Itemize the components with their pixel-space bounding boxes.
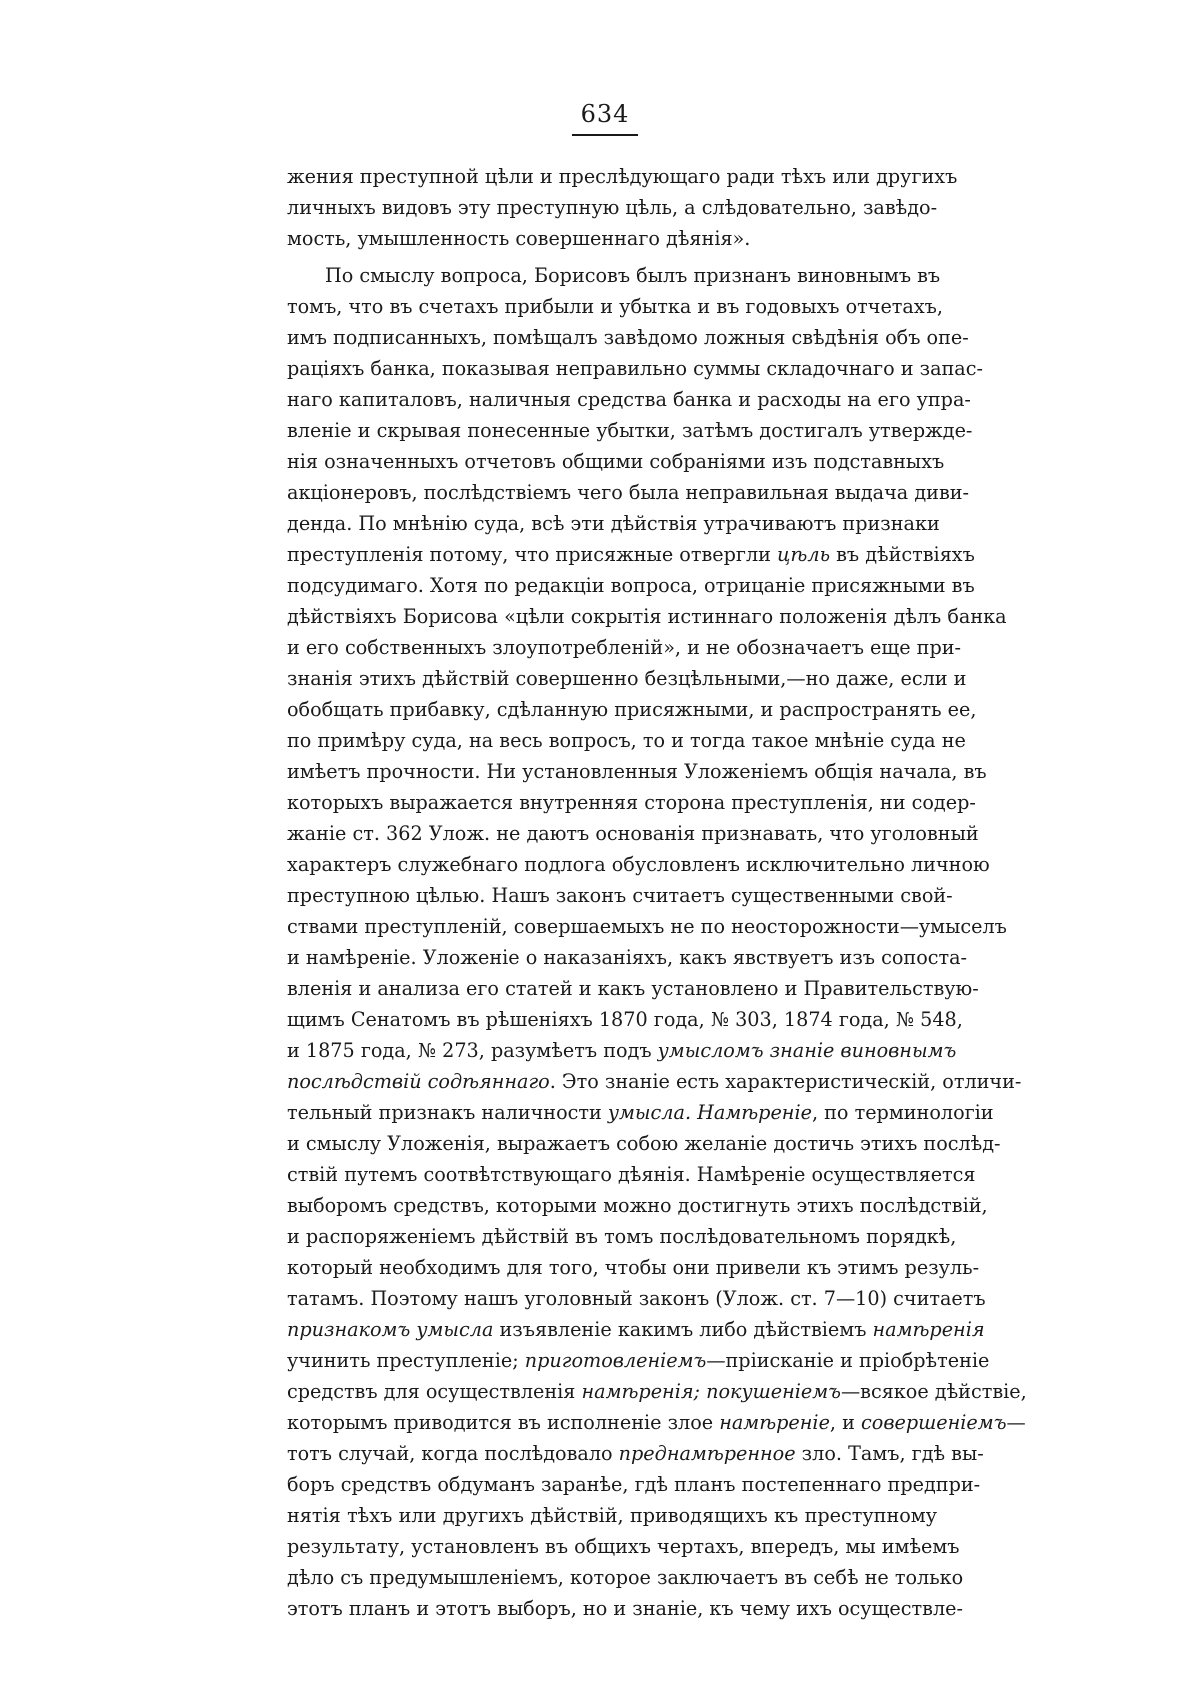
line-text: средствъ для осуществленія: [287, 1380, 582, 1403]
text-line: [287, 1407, 1026, 1438]
line-text: жаніе ст. 362 Улож. не даютъ основанія признавать, что уголовный: [287, 822, 979, 845]
text-line: [287, 818, 979, 849]
line-text: боръ средствъ обдуманъ заранѣе, гдѣ планъ постепеннаго предпри-: [287, 1473, 981, 1496]
paragraph: [287, 161, 958, 254]
emphasis-text: приготовленіемъ: [524, 1349, 707, 1372]
line-text: акціонеровъ, послѣдствіемъ чего была неправильная выдача диви-: [287, 481, 970, 504]
text-line: [287, 1531, 960, 1562]
text-line: [287, 384, 971, 415]
emphasis-text: намѣреніе: [719, 1411, 830, 1434]
text-line: [287, 322, 969, 353]
text-line: [287, 353, 983, 384]
line-text: обобщать прибавку, сдѣланную присяжными, и распространять ее,: [287, 698, 977, 721]
line-text: изъявленіе какимъ либо дѣйствіемъ: [493, 1318, 873, 1341]
line-text: дѣйствіяхъ Борисова «цѣли сокрытія истиннаго положенія дѣлъ банка: [287, 605, 1007, 628]
line-text: денда. По мнѣнію суда, всѣ эти дѣйствія утрачиваютъ признаки: [287, 512, 940, 535]
line-text: щимъ Сенатомъ въ рѣшеніяхъ 1870 года, № 303, 1874 года, № 548,: [287, 1008, 963, 1031]
line-text: дѣло съ предумышленіемъ, которое заключаетъ въ себѣ не только: [287, 1566, 964, 1589]
line-text: который необходимъ для того, чтобы они привели къ этимъ резуль-: [287, 1256, 980, 1279]
line-text: . Это знаніе есть характеристическій, отличи-: [549, 1070, 1022, 1093]
line-text: учинить преступленіе;: [287, 1349, 525, 1372]
line-text: томъ, что въ счетахъ прибыли и убытка и въ годовыхъ отчетахъ,: [287, 295, 943, 318]
text-line: [287, 508, 940, 539]
line-text: характеръ служебнаго подлога обусловленъ исключительно личною: [287, 853, 990, 876]
text-line: [287, 911, 1007, 942]
line-text: въ дѣйствіяхъ: [830, 543, 975, 566]
text-line: [287, 849, 990, 880]
emphasis-text: совершеніемъ: [861, 1411, 1007, 1434]
line-text: зло. Тамъ, гдѣ вы-: [795, 1442, 984, 1465]
text-line: [287, 223, 937, 254]
text-line: [287, 539, 975, 570]
line-text: знанія этихъ дѣйствій совершенно безцѣльными,—но даже, если и: [287, 667, 967, 690]
text-line: [287, 1035, 957, 1066]
line-text: тотъ случай, когда послѣдовало: [287, 1442, 619, 1465]
paragraph: [287, 260, 1027, 1624]
line-text: которымъ приводится въ исполненіе злое: [287, 1411, 720, 1434]
line-text: и распоряженіемъ дѣйствій въ томъ послѣдовательномъ порядкѣ,: [287, 1225, 957, 1248]
emphasis-text: намѣренія; покушеніемъ: [581, 1380, 841, 1403]
text-line: [287, 415, 973, 446]
text-line: [287, 1438, 984, 1469]
text-line: [287, 477, 970, 508]
text-line: [287, 632, 961, 663]
text-line: [287, 1066, 1022, 1097]
emphasis-text: признакомъ умысла: [287, 1318, 494, 1341]
text-line: [287, 1190, 988, 1221]
emphasis-text: цѣль: [777, 543, 831, 566]
text-line: [287, 1593, 963, 1624]
text-line: [287, 1221, 957, 1252]
line-text: преступною цѣлью. Нашъ законъ считаетъ существенными свой-: [287, 884, 953, 907]
text-line: [287, 1128, 1001, 1159]
line-text: нія означенныхъ отчетовъ общими собраніями изъ подставныхъ: [287, 450, 945, 473]
text-line: [287, 192, 937, 223]
emphasis-text: умысломъ знаніе виновнымъ: [657, 1039, 957, 1062]
text-line: [287, 942, 968, 973]
text-line: [287, 1097, 994, 1128]
text-line: [287, 880, 953, 911]
emphasis-text: умысла. Намѣреніе: [607, 1101, 812, 1124]
line-text: вленія и анализа его статей и какъ установлено и Правительствую-: [287, 977, 979, 1000]
line-text: раціяхъ банка, показывая неправильно суммы складочнаго и запас-: [287, 357, 983, 380]
line-text: ствами преступленій, совершаемыхъ не по неосторожности—умыселъ: [287, 915, 1007, 938]
line-text: имѣетъ прочности. Ни установленныя Уложеніемъ общія начала, въ: [287, 760, 987, 783]
line-text: , и: [829, 1411, 862, 1434]
line-text: По смыслу вопроса, Борисовъ былъ признанъ виновнымъ въ: [325, 264, 941, 287]
line-text: и его собственныхъ злоупотребленій», и не обозначаетъ еще при-: [287, 636, 961, 659]
line-text: мость, умышленность совершеннаго дѣянія».: [287, 227, 751, 250]
line-text: —всякое дѣйствіе,: [840, 1380, 1027, 1403]
line-text: жения преступной цѣли и преслѣдующаго ради тѣхъ или другихъ: [287, 165, 958, 188]
text-line: [287, 161, 958, 192]
line-text: —пріисканіе и пріобрѣтеніе: [706, 1349, 990, 1372]
emphasis-text: преднамѣренное: [618, 1442, 796, 1465]
text-line: [287, 1004, 963, 1035]
body-text: [287, 161, 1027, 1624]
line-text: наго капиталовъ, наличныя средства банка и расходы на его упра-: [287, 388, 971, 411]
text-line: [287, 601, 1007, 632]
text-line: [287, 1376, 1027, 1407]
text-line: [287, 973, 979, 1004]
line-text: татамъ. Поэтому нашъ уголовный законъ (Улож. ст. 7—10) считаетъ: [287, 1287, 986, 1310]
text-line: [287, 1562, 964, 1593]
page-number: 634: [580, 100, 630, 128]
text-line: [287, 1283, 986, 1314]
text-line: [287, 291, 943, 322]
line-text: преступленія потому, что присяжные отвергли: [287, 543, 778, 566]
line-text: —: [1006, 1411, 1026, 1434]
text-line: [287, 725, 966, 756]
line-text: вленіе и скрывая понесенные убытки, затѣмъ достигалъ утвержде-: [287, 419, 973, 442]
emphasis-text: послѣдствій содѣяннаго: [287, 1070, 550, 1093]
page-number-rule: [572, 134, 638, 136]
line-text: ствій путемъ соотвѣтствующаго дѣянія. Намѣреніе осуществляется: [287, 1163, 976, 1186]
text-line: [287, 756, 987, 787]
emphasis-text: намѣренія: [872, 1318, 985, 1341]
text-line: [287, 1314, 985, 1345]
text-line: [287, 570, 975, 601]
text-line: [287, 446, 945, 477]
line-text: по примѣру суда, на весь вопросъ, то и тогда такое мнѣніе суда не: [287, 729, 966, 752]
line-text: имъ подписанныхъ, помѣщалъ завѣдомо ложныя свѣдѣнія объ опе-: [287, 326, 969, 349]
text-line: [287, 1345, 990, 1376]
line-text: этотъ планъ и этотъ выборъ, но и знаніе, къ чему ихъ осуществле-: [287, 1597, 963, 1620]
line-text: и смыслу Уложенія, выражаетъ собою желаніе достичь этихъ послѣд-: [287, 1132, 1001, 1155]
line-text: и 1875 года, № 273, разумѣетъ подъ: [287, 1039, 658, 1062]
line-text: выборомъ средствъ, которыми можно достигнуть этихъ послѣдствій,: [287, 1194, 988, 1217]
line-text: которыхъ выражается внутренняя сторона преступленія, ни содер-: [287, 791, 976, 814]
line-text: подсудимаго. Хотя по редакціи вопроса, отрицаніе присяжными въ: [287, 574, 975, 597]
line-text: , по терминологіи: [811, 1101, 994, 1124]
line-text: тельный признакъ наличности: [287, 1101, 608, 1124]
line-text: нятія тѣхъ или другихъ дѣйствій, приводящихъ къ преступному: [287, 1504, 937, 1527]
text-line: [287, 663, 967, 694]
text-line: [287, 1252, 980, 1283]
text-line: [287, 787, 976, 818]
line-text: личныхъ видовъ эту преступную цѣль, а слѣдовательно, завѣдо-: [287, 196, 938, 219]
text-line: [287, 1469, 981, 1500]
line-text: и намѣреніе. Уложеніе о наказаніяхъ, какъ явствуетъ изъ сопоста-: [287, 946, 968, 969]
text-line: [287, 1500, 937, 1531]
text-line: [287, 1159, 976, 1190]
text-line: [287, 694, 977, 725]
line-text: результату, установленъ въ общихъ чертахъ, впередъ, мы имѣемъ: [287, 1535, 960, 1558]
text-line: [287, 260, 941, 291]
